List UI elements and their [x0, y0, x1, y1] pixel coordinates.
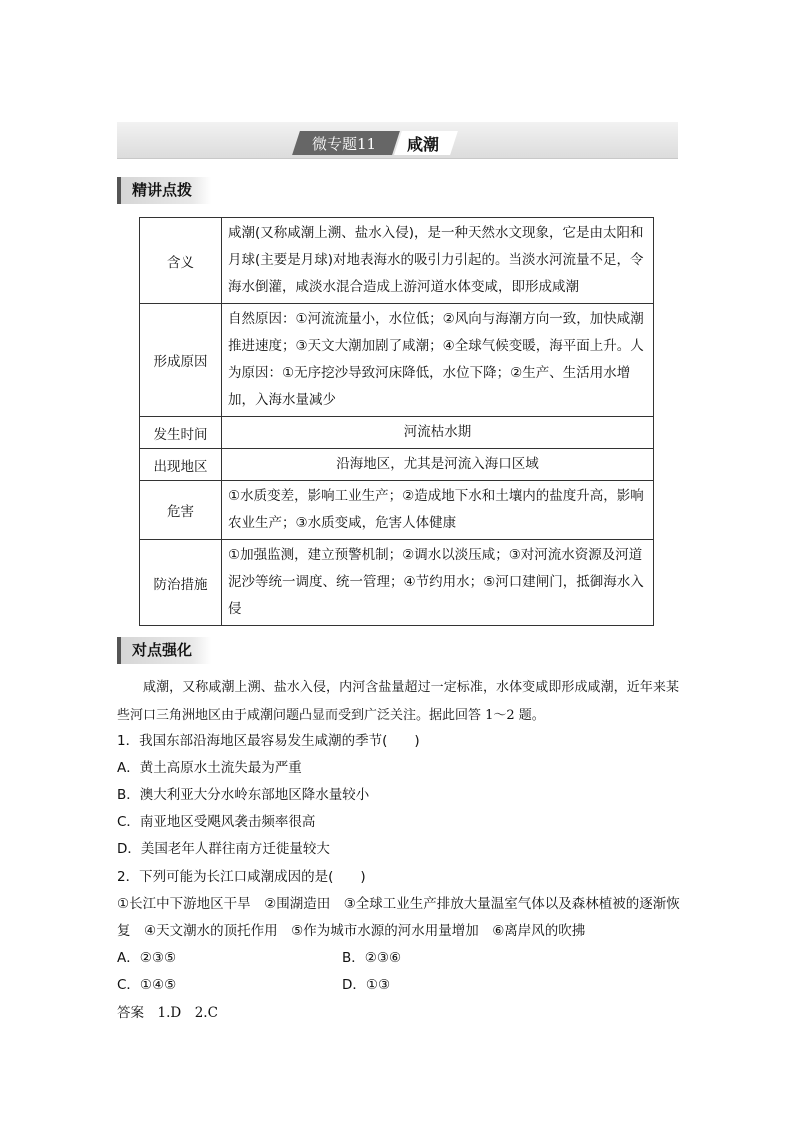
table-row [140, 481, 654, 540]
question-2-option-b: B．②③⑥ [342, 950, 402, 966]
section-header-practice [117, 637, 211, 664]
table-row [140, 304, 654, 417]
row-label: 出现地区 [140, 449, 222, 481]
row-content [222, 304, 654, 417]
question-2-option-a: A．②③⑤ [117, 950, 177, 966]
section-title: 对点强化 [132, 641, 193, 659]
row-label: 防治措施 [140, 540, 222, 626]
natural-causes: 自然原因：①河流流量小，水位低；②风向与海潮方向一致，加快咸潮推进速度；③天文大潮加剧了咸潮；④全球气候变暖，海平面上升。 [228, 311, 644, 354]
row-content: 河流枯水期 [222, 417, 654, 449]
question-1-option-c: C．南亚地区受飓风袭击频率很高 [117, 814, 316, 830]
row-content: ①加强监测，建立预警机制；②调水以淡压咸；③对河流水资源及河道泥沙等统一调度、统一管理；④节约用水；⑤河口建闸门，抵御海水入侵 [222, 540, 654, 626]
question-2-option-c: C．①④⑤ [117, 977, 177, 993]
table-row [140, 449, 654, 481]
question-1-option-b: B．澳大利亚大分水岭东部地区降水量较小 [117, 787, 370, 803]
table-row [140, 540, 654, 626]
human-causes: 人为原因：①无序挖沙导致河床降低，水位下降；②生产、生活用水增加，入海水量减少 [228, 338, 644, 408]
row-label: 形成原因 [140, 304, 222, 417]
banner-label: 微专题11 [312, 135, 377, 153]
question-1-option-a: A．黄土高原水土流失最为严重 [117, 760, 302, 776]
answer-key: 答案 1.D 2.C [117, 1005, 218, 1021]
row-content: ①水质变差，影响工业生产；②造成地下水和土壤内的盐度升高，影响农业生产；③水质变咸，危害人体健康 [222, 481, 654, 540]
table-row [140, 218, 654, 304]
question-2-stem: 2．下列可能为长江口咸潮成因的是( ) [117, 869, 366, 885]
question-2-items: ①长江中下游地区干旱 ②围湖造田 ③全球工业生产排放大量温室气体以及森林植被的逐渐恢复 ④天文潮水的顶托作用 ⑤作为城市水源的河水用量增加 ⑥离岸风的吹拂 [117, 896, 680, 939]
row-label: 含义 [140, 218, 222, 304]
question-2-option-d: D．①③ [342, 977, 391, 993]
row-label: 发生时间 [140, 417, 222, 449]
row-label: 危害 [140, 481, 222, 540]
question-1-option-d: D．美国老年人群往南方迁徙量较大 [117, 841, 330, 857]
question-1-stem: 1．我国东部沿海地区最容易发生咸潮的季节( ) [117, 733, 420, 749]
reading-passage: 咸潮，又称咸潮上溯、盐水入侵，内河含盐量超过一定标准，水体变咸即形成咸潮，近年来某些河口三角洲地区由于咸潮问题凸显而受到广泛关注。据此回答 1～2 题。 [117, 680, 679, 723]
page-title: 咸潮 [407, 135, 440, 154]
section-title: 精讲点拨 [132, 181, 193, 199]
info-table [139, 217, 654, 626]
table-row [140, 417, 654, 449]
row-content: 咸潮(又称咸潮上溯、盐水入侵)，是一种天然水文现象，它是由太阳和月球(主要是月球)对地表海水的吸引力引起的。当淡水河流量不足，令海水倒灌，咸淡水混合造成上游河道水体变咸，即形成咸潮 [222, 218, 654, 304]
row-content: 沿海地区，尤其是河流入海口区域 [222, 449, 654, 481]
section-header-explain [117, 177, 211, 204]
